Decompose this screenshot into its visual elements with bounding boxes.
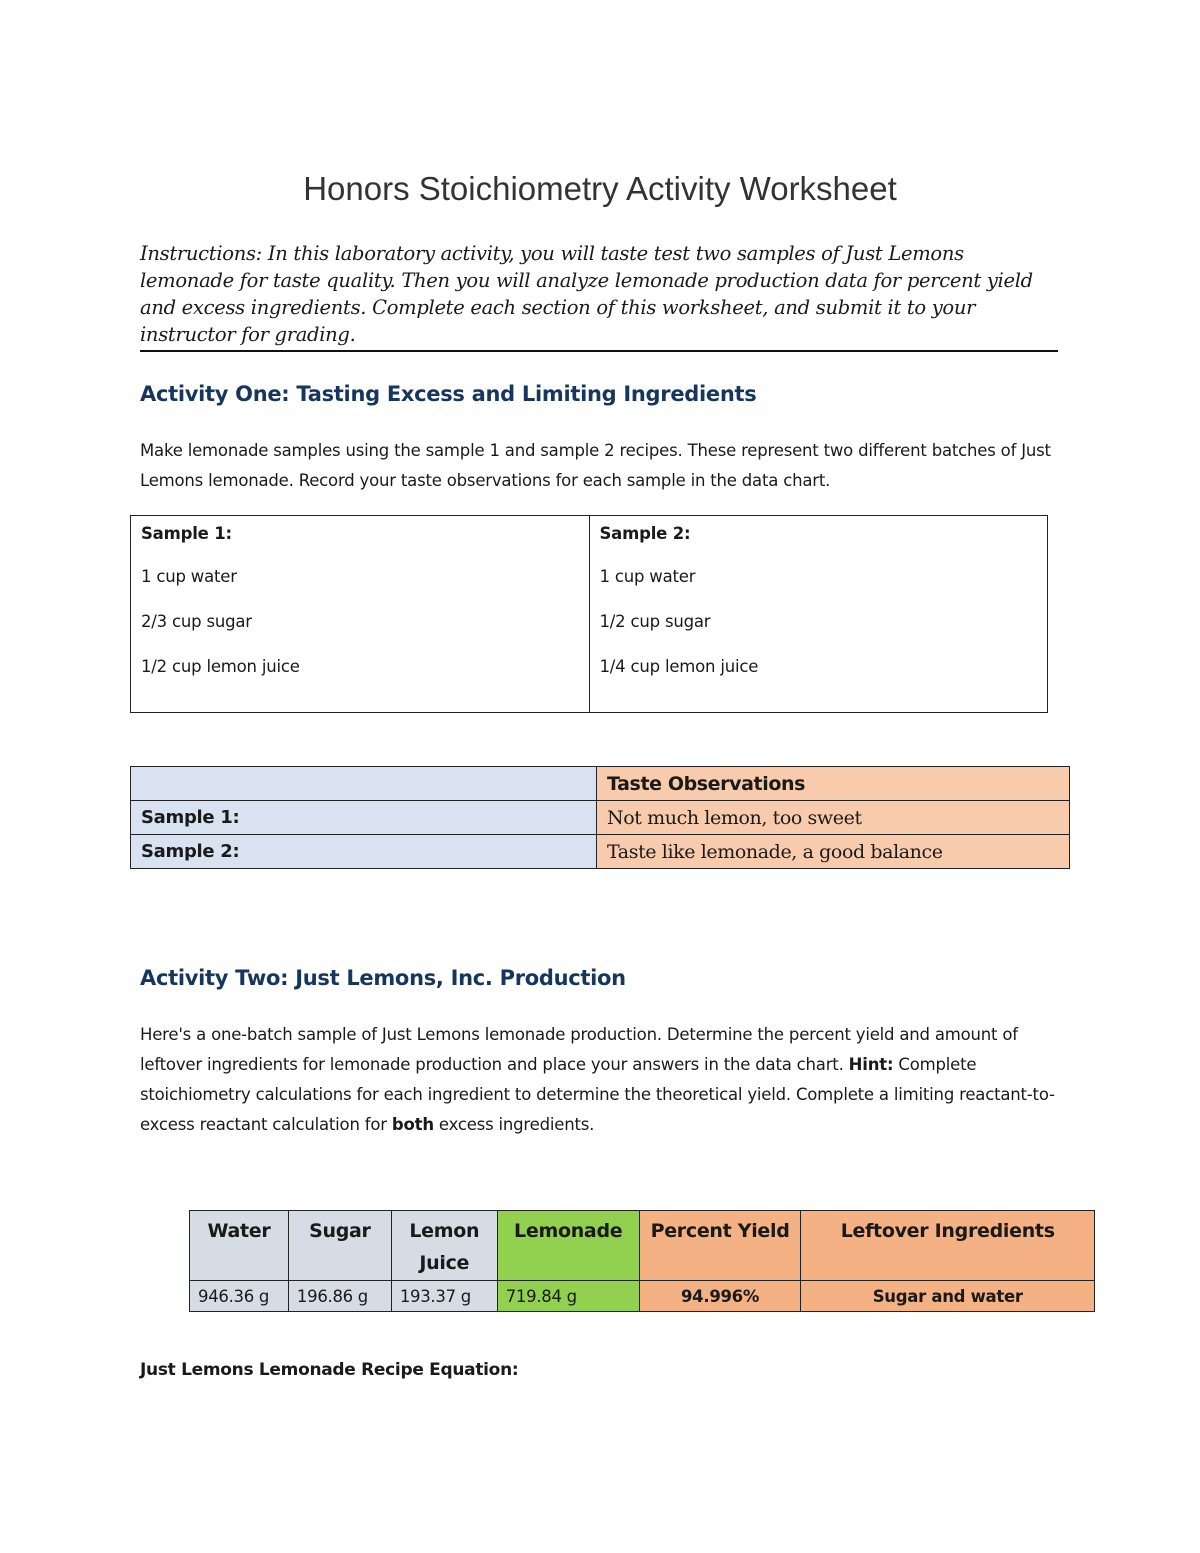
recipe-sample-1-label: Sample 1: — [141, 524, 232, 543]
table-row — [190, 1211, 1095, 1281]
header-percent-yield: Percent Yield — [639, 1211, 801, 1281]
taste-observation-value[interactable]: Taste like lemonade, a good balance — [597, 835, 1070, 869]
recipe-sample-1-water: 1 cup water — [141, 567, 237, 586]
activity-two-text-3: excess ingredients. — [433, 1115, 595, 1134]
value-water: 946.36 g — [190, 1281, 289, 1312]
taste-observations-table — [130, 766, 1070, 869]
taste-observations-header: Taste Observations — [597, 767, 1070, 801]
instructions-text: Instructions: In this laboratory activity, you will taste test two samples of Just Lemons lemonade for taste quality. Then you will analyze lemonade production data for percent yield and excess ingredients. Complete each section of this worksheet, and submit it to your instructor for grading. — [140, 240, 1058, 352]
activity-two-text-1: Here's a one-batch sample of Just Lemons lemonade production. Determine the percent yield and amount of leftover ingredients for lemonade production and place your answers in the data chart. — [140, 1025, 1018, 1074]
table-row — [131, 801, 1070, 835]
taste-row-label: Sample 2: — [131, 835, 597, 869]
header-lemon-juice: Lemon Juice — [391, 1211, 497, 1281]
taste-table-corner-cell — [131, 767, 597, 801]
table-row — [190, 1281, 1095, 1312]
recipe-sample-2-water: 1 cup water — [599, 567, 696, 586]
header-lemonade: Lemonade — [497, 1211, 639, 1281]
table-row — [131, 835, 1070, 869]
table-row — [131, 767, 1070, 801]
value-lemonade: 719.84 g — [497, 1281, 639, 1312]
hint-label: Hint: — [848, 1055, 894, 1074]
activity-two-heading: Activity Two: Just Lemons, Inc. Production — [140, 966, 626, 990]
header-leftover-ingredients: Leftover Ingredients — [801, 1211, 1095, 1281]
recipe-sample-2-label: Sample 2: — [599, 524, 691, 543]
page-title: Honors Stoichiometry Activity Worksheet — [303, 170, 897, 207]
activity-one-heading: Activity One: Tasting Excess and Limiting Ingredients — [140, 382, 757, 406]
activity-one-paragraph: Make lemonade samples using the sample 1 and sample 2 recipes. These represent two different batches of Just Lemons lemonade. Record your taste observations for each sample in the data chart. — [140, 441, 1051, 490]
recipe-sample-2-cell — [589, 516, 1048, 713]
both-emphasis: both — [391, 1115, 434, 1134]
recipe-sample-1-lemon-juice: 1/2 cup lemon juice — [141, 657, 300, 676]
value-percent-yield[interactable]: 94.996% — [639, 1281, 801, 1312]
production-table — [189, 1210, 1095, 1312]
taste-row-label: Sample 1: — [131, 801, 597, 835]
recipe-sample-1-sugar: 2/3 cup sugar — [141, 612, 252, 631]
recipe-sample-1-cell — [131, 516, 590, 713]
header-sugar: Sugar — [288, 1211, 391, 1281]
header-water: Water — [190, 1211, 289, 1281]
value-sugar: 196.86 g — [288, 1281, 391, 1312]
recipe-sample-2-sugar: 1/2 cup sugar — [599, 612, 711, 631]
recipe-table — [130, 515, 1048, 713]
value-leftover-ingredients[interactable]: Sugar and water — [801, 1281, 1095, 1312]
recipe-sample-2-lemon-juice: 1/4 cup lemon juice — [599, 657, 759, 676]
activity-two-text-2: Complete stoichiometry calculations for each ingredient to determine the theoretical yield. Complete a limiting reactant-to-excess reactant calculation for — [140, 1055, 1055, 1134]
activity-two-paragraph — [140, 1020, 1060, 1140]
recipe-equation-label: Just Lemons Lemonade Recipe Equation: — [140, 1360, 519, 1380]
value-lemon-juice: 193.37 g — [391, 1281, 497, 1312]
taste-observation-value[interactable]: Not much lemon, too sweet — [597, 801, 1070, 835]
